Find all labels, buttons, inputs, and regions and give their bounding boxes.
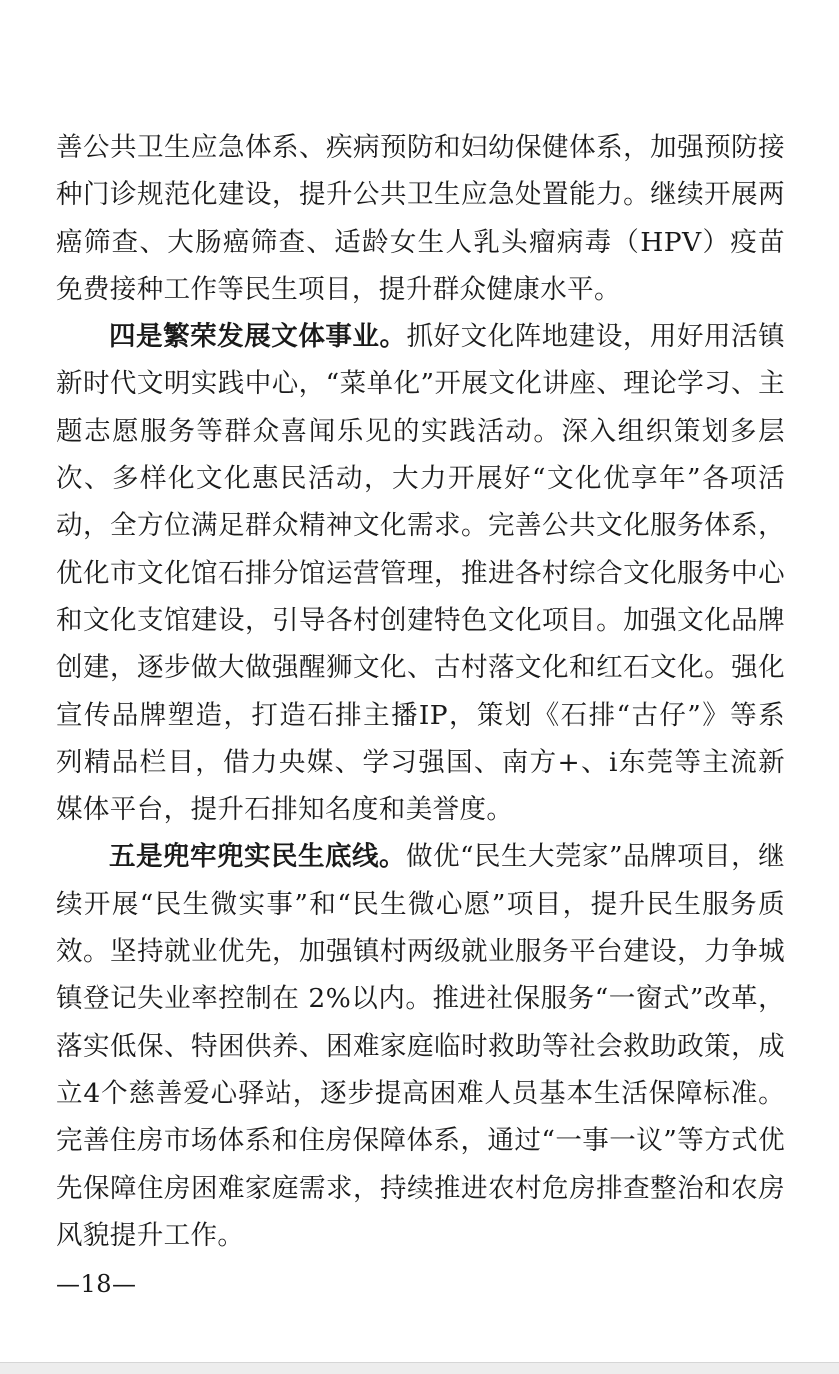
paragraph-livelihood	[56, 833, 785, 1259]
paragraph-culture-heading: 四是繁荣发展文体事业。	[109, 321, 407, 353]
paragraph-livelihood-heading: 五是兜牢兜实民生底线。	[109, 841, 406, 873]
document-body	[56, 124, 785, 1259]
paragraph-culture	[56, 313, 785, 833]
paragraph-culture-text: 抓好文化阵地建设，用好用活镇新时代文明实践中心，“菜单化”开展文化讲座、理论学习、主题志愿服务等群众喜闻乐见的实践活动。深入组织策划多层次、多样化文化惠民活动，大力开展好“文化优享年”各项活动，全方位满足群众精神文化需求。完善公共文化服务体系，优化市文化馆石排分馆运营管理，推进各村综合文化服务中心和文化支馆建设，引导各村创建特色文化项目。加强文化品牌创建，逐步做大做强醒狮文化、古村落文化和红石文化。强化宣传品牌塑造，打造石排主播IP，策划《石排“古仔”》等系列精品栏目，借力央媒、学习强国、南方+、i东莞等主流新媒体平台，提升石排知名度和美誉度。	[56, 321, 785, 826]
paragraph-health-text: 善公共卫生应急体系、疾病预防和妇幼保健体系，加强预防接种门诊规范化建设，提升公共卫生应急处置能力。继续开展两癌筛查、大肠癌筛查、适龄女生人乳头瘤病毒（HPV）疫苗免费接种工作等民生项目，提升群众健康水平。	[56, 132, 785, 305]
screen-bottom-divider	[0, 1362, 839, 1374]
paragraph-livelihood-text: 做优“民生大莞家”品牌项目，继续开展“民生微实事”和“民生微心愿”项目，提升民生服务质效。坚持就业优先，加强镇村两级就业服务平台建设，力争城镇登记失业率控制在 2%以内。推进社保服务“一窗式”改革，落实低保、特困供养、困难家庭临时救助等社会救助政策，成立4个慈善爱心驿站，逐步提高困难人员基本生活保障标准。完善住房市场体系和住房保障体系，通过“一事一议”等方式优先保障住房困难家庭需求，持续推进农村危房排查整治和农房风貌提升工作。	[56, 841, 785, 1251]
page-number: —18—	[56, 1270, 137, 1298]
paragraph-health	[56, 124, 785, 313]
